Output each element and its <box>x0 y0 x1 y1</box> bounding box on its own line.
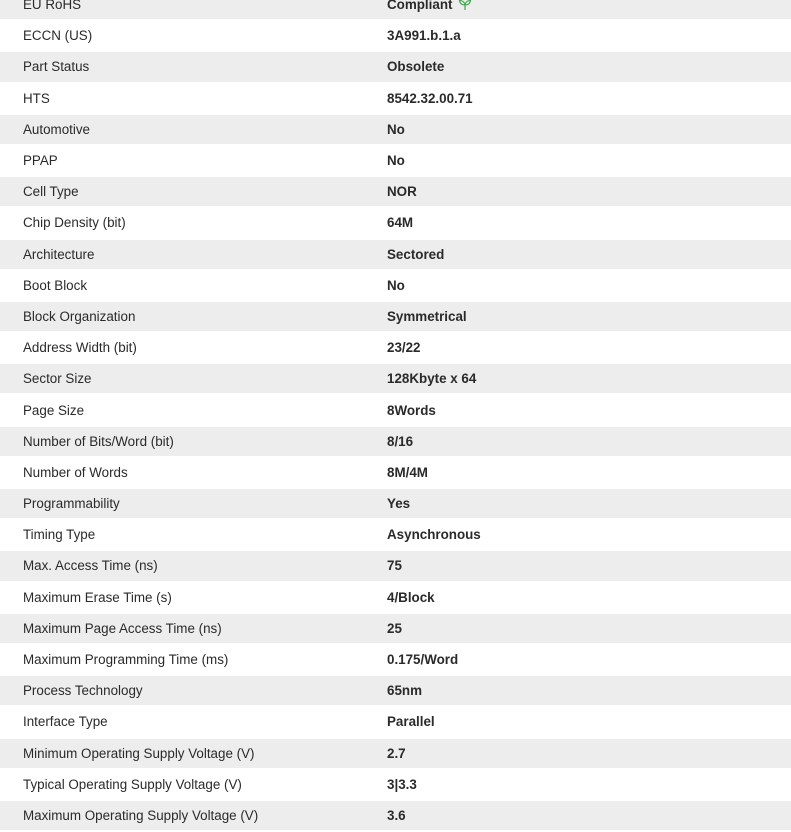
spec-row-max-access-time <box>0 551 791 582</box>
spec-value: 3A991.b.1.a <box>387 28 461 44</box>
spec-label: Max. Access Time (ns) <box>23 558 158 574</box>
spec-value: No <box>387 153 405 169</box>
spec-label: Automotive <box>23 121 90 137</box>
spec-value: 4/Block <box>387 589 435 605</box>
spec-value: 128Kbyte x 64 <box>387 371 477 387</box>
spec-value: Asynchronous <box>387 527 481 543</box>
spec-value: 8/16 <box>387 433 414 449</box>
spec-row-sector-size <box>0 364 791 395</box>
spec-row-cell-type <box>0 177 791 208</box>
spec-value: 25 <box>387 620 402 636</box>
spec-row-timing-type <box>0 520 791 551</box>
spec-label: ECCN (US) <box>23 28 93 44</box>
spec-label: Interface Type <box>23 714 108 730</box>
spec-value: NOR <box>387 184 417 200</box>
spec-row-automotive <box>0 115 791 146</box>
spec-row-typical-supply-voltage <box>0 770 791 801</box>
spec-row-number-of-words <box>0 458 791 489</box>
spec-row-page-size <box>0 395 791 426</box>
spec-row-eccn <box>0 21 791 52</box>
spec-value: 65nm <box>387 683 422 699</box>
spec-value: 0.175/Word <box>387 652 459 668</box>
spec-row-max-page-access-time <box>0 614 791 645</box>
spec-label: Minimum Operating Supply Voltage (V) <box>23 745 255 761</box>
spec-value: 75 <box>387 558 402 574</box>
spec-value: 8M/4M <box>387 464 428 480</box>
spec-row-address-width <box>0 333 791 364</box>
spec-row-max-supply-voltage <box>0 801 791 832</box>
spec-row-ppap <box>0 146 791 177</box>
spec-label: HTS <box>23 90 50 106</box>
spec-value: Symmetrical <box>387 308 467 324</box>
spec-row-max-programming-time <box>0 645 791 676</box>
spec-row-max-erase-time <box>0 583 791 614</box>
spec-value: Obsolete <box>387 59 445 75</box>
spec-label: Maximum Page Access Time (ns) <box>23 620 222 636</box>
spec-value: Compliant <box>387 0 453 13</box>
spec-label: PPAP <box>23 153 58 169</box>
spec-label: Chip Density (bit) <box>23 215 126 231</box>
spec-label: Programmability <box>23 496 120 512</box>
spec-value: Yes <box>387 496 411 512</box>
spec-label: Maximum Operating Supply Voltage (V) <box>23 807 259 823</box>
spec-label: Boot Block <box>23 277 88 293</box>
spec-row-block-organization <box>0 302 791 333</box>
spec-label: EU RoHS <box>23 0 82 13</box>
spec-row-boot-block <box>0 271 791 302</box>
spec-value: 8Words <box>387 402 436 418</box>
spec-row-bits-per-word <box>0 427 791 458</box>
spec-value: No <box>387 121 405 137</box>
spec-row-programmability <box>0 489 791 520</box>
spec-label: Maximum Programming Time (ms) <box>23 652 229 668</box>
spec-row-chip-density <box>0 208 791 239</box>
spec-label: Typical Operating Supply Voltage (V) <box>23 776 242 792</box>
spec-label: Part Status <box>23 59 90 75</box>
spec-label: Number of Words <box>23 464 128 480</box>
spec-value: Sectored <box>387 246 445 262</box>
spec-label: Number of Bits/Word (bit) <box>23 433 174 449</box>
spec-value: Parallel <box>387 714 435 730</box>
spec-label: Page Size <box>23 402 85 418</box>
spec-value-cell <box>387 0 791 12</box>
spec-value: 3|3.3 <box>387 776 417 792</box>
spec-label: Sector Size <box>23 371 92 387</box>
spec-value: No <box>387 277 405 293</box>
spec-label: Timing Type <box>23 527 96 543</box>
spec-value: 23/22 <box>387 340 421 356</box>
spec-label: Maximum Erase Time (s) <box>23 589 172 605</box>
spec-row-part-status <box>0 52 791 83</box>
spec-value: 2.7 <box>387 745 406 761</box>
spec-row-process-technology <box>0 676 791 707</box>
spec-row-eu-rohs <box>0 0 791 21</box>
spec-label: Address Width (bit) <box>23 340 137 356</box>
spec-row-hts <box>0 84 791 115</box>
spec-value: 3.6 <box>387 807 406 823</box>
leaf-icon <box>458 0 472 11</box>
spec-row-interface-type <box>0 707 791 738</box>
spec-label: Architecture <box>23 246 95 262</box>
spec-label: Block Organization <box>23 308 136 324</box>
spec-label: Cell Type <box>23 184 79 200</box>
spec-row-min-supply-voltage <box>0 739 791 770</box>
spec-value: 64M <box>387 215 414 231</box>
spec-label: Process Technology <box>23 683 143 699</box>
spec-row-architecture <box>0 240 791 271</box>
spec-value: 8542.32.00.71 <box>387 90 473 106</box>
